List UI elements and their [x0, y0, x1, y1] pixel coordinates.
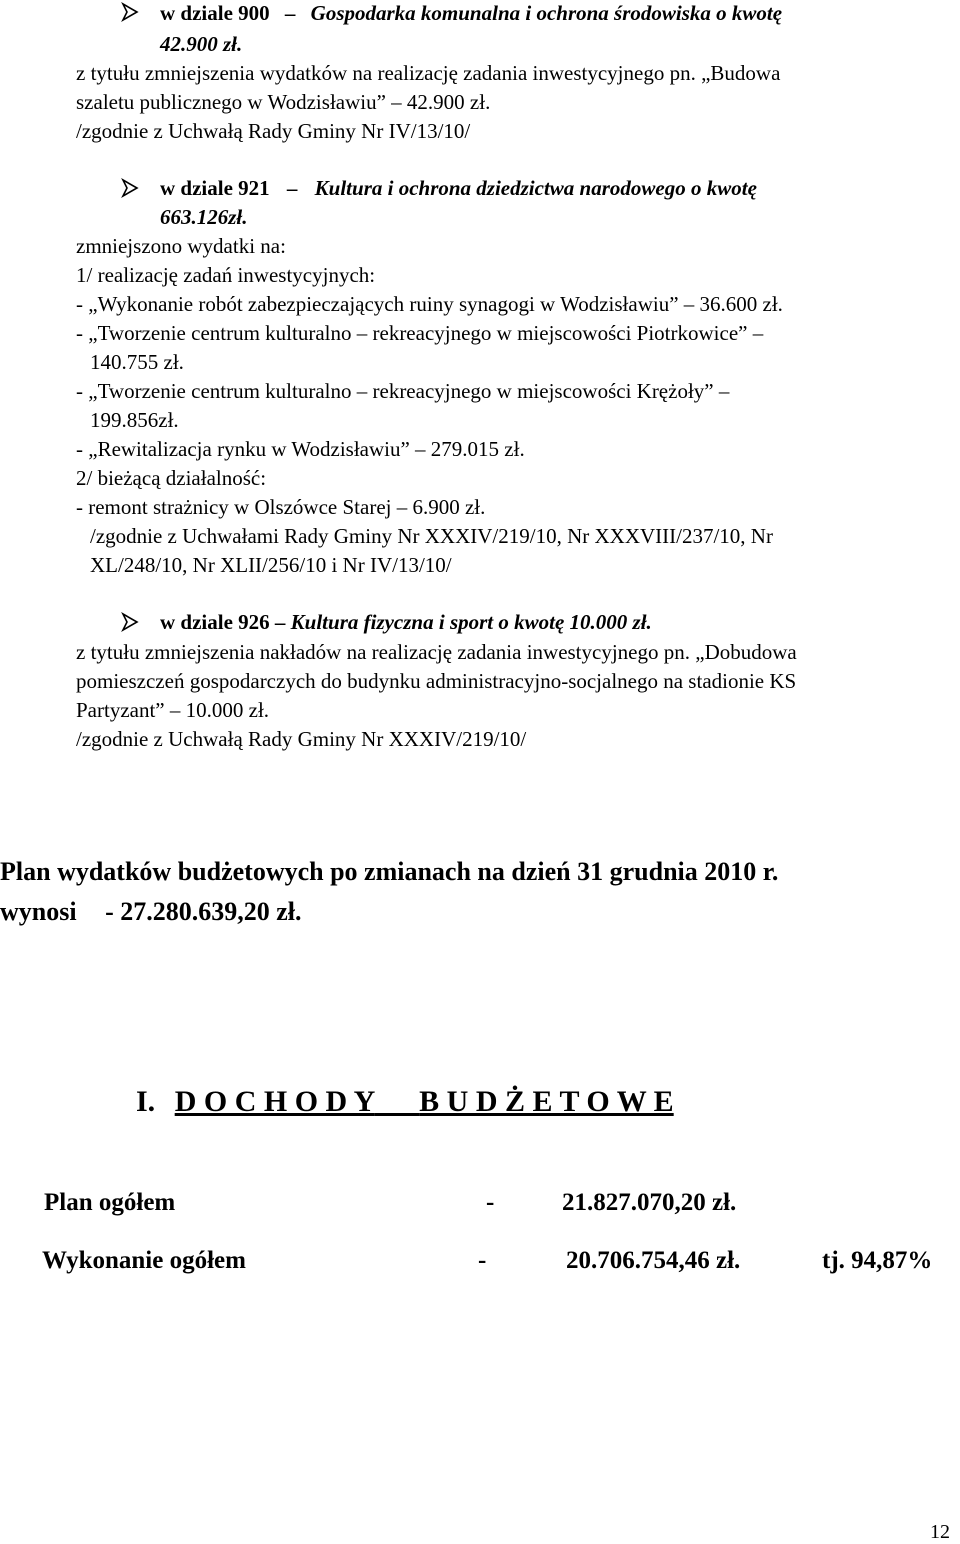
income-heading	[136, 1086, 674, 1118]
section-921-resolution: XL/248/10, Nr XLII/256/10 i Nr IV/13/10/	[90, 553, 452, 577]
section-921-subheading: 2/ bieżącą działalność:	[76, 466, 267, 490]
section-900-label: w dziale 900	[160, 1, 270, 25]
section-921-subheading: 1/ realizację zadań inwestycyjnych:	[76, 263, 376, 287]
section-921-resolution: /zgodnie z Uchwałami Rady Gminy Nr XXXIV/219/10, Nr XXXVIII/237/10, Nr	[90, 524, 773, 548]
section-900-resolution: /zgodnie z Uchwałą Rady Gminy Nr IV/13/10/	[76, 119, 471, 143]
section-921-item: - remont strażnicy w Olszówce Starej – 6.900 zł.	[76, 495, 486, 519]
section-921-item-amount: 140.755 zł.	[90, 350, 184, 374]
income-plan-label: Plan ogółem	[44, 1189, 176, 1216]
section-926-line: pomieszczeń gospodarczych do budynku administracyjno-socjalnego na stadionie KS	[76, 669, 797, 693]
bullet-arrow-icon	[120, 612, 140, 632]
income-heading-part2: B U D Ż E T O W E	[419, 1085, 674, 1118]
bullet-arrow-icon	[120, 2, 140, 22]
income-execution-label: Wykonanie ogółem	[42, 1247, 246, 1274]
section-921-title: Kultura i ochrona dziedzictwa narodowego o kwotę	[314, 176, 757, 200]
section-900-amount: 42.900 zł.	[160, 32, 243, 56]
expenditure-summary-label: wynosi	[0, 897, 77, 926]
bullet-arrow-icon	[120, 178, 140, 198]
section-926-line: Partyzant” – 10.000 zł.	[76, 698, 270, 722]
expenditure-summary-title: Plan wydatków budżetowych po zmianach na dzień 31 grudnia 2010 r.	[0, 857, 779, 886]
section-900-line: szaletu publicznego w Wodzisławiu” – 42.900 zł.	[76, 90, 491, 114]
income-plan-dash: -	[486, 1189, 495, 1216]
section-926-header	[160, 609, 652, 635]
income-execution-dash: -	[478, 1247, 487, 1274]
page-number: 12	[930, 1521, 950, 1543]
section-921-header: w dziale 921 – Kultura i ochrona dziedzictwa narodowego o kwotę	[160, 176, 757, 200]
section-900-line: z tytułu zmniejszenia wydatków na realizację zadania inwestycyjnego pn. „Budowa	[76, 61, 781, 85]
section-921-item: - „Tworzenie centrum kulturalno – rekreacyjnego w miejscowości Piotrkowice” –	[76, 321, 764, 345]
section-900-title: Gospodarka komunalna i ochrona środowiska o kwotę	[310, 1, 783, 25]
section-921-amount: 663.126zł.	[160, 205, 248, 229]
income-heading-numeral: I.	[136, 1085, 156, 1118]
section-926-title: Kultura fizyczna i sport o kwotę 10.000 zł.	[290, 610, 652, 634]
expenditure-summary-total	[0, 896, 302, 928]
section-926-resolution: /zgodnie z Uchwałą Rady Gminy Nr XXXIV/219/10/	[76, 727, 527, 751]
section-900-header: w dziale 900 – Gospodarka komunalna i ochrona środowiska o kwotę	[160, 1, 783, 25]
income-heading-part1: D O C H O D Y	[174, 1085, 375, 1118]
section-921-intro: zmniejszono wydatki na:	[76, 234, 286, 258]
income-execution-percent: tj. 94,87%	[822, 1247, 933, 1274]
section-921-item: - „Wykonanie robót zabezpieczających ruiny synagogi w Wodzisławiu” – 36.600 zł.	[76, 292, 783, 316]
section-921-item-amount: 199.856zł.	[90, 408, 179, 432]
section-921-item: - „Rewitalizacja rynku w Wodzisławiu” – 279.015 zł.	[76, 437, 525, 461]
section-921-item: - „Tworzenie centrum kulturalno – rekreacyjnego w miejscowości Krężoły” –	[76, 379, 730, 403]
section-926-line: z tytułu zmniejszenia nakładów na realizację zadania inwestycyjnego pn. „Dobudowa	[76, 640, 797, 664]
section-921-label: w dziale 921	[160, 176, 270, 200]
section-926-label: w dziale 926 –	[160, 610, 286, 634]
expenditure-summary-value: - 27.280.639,20 zł.	[105, 897, 302, 926]
income-plan-value: 21.827.070,20 zł.	[562, 1189, 737, 1216]
income-execution-value: 20.706.754,46 zł.	[566, 1247, 741, 1274]
